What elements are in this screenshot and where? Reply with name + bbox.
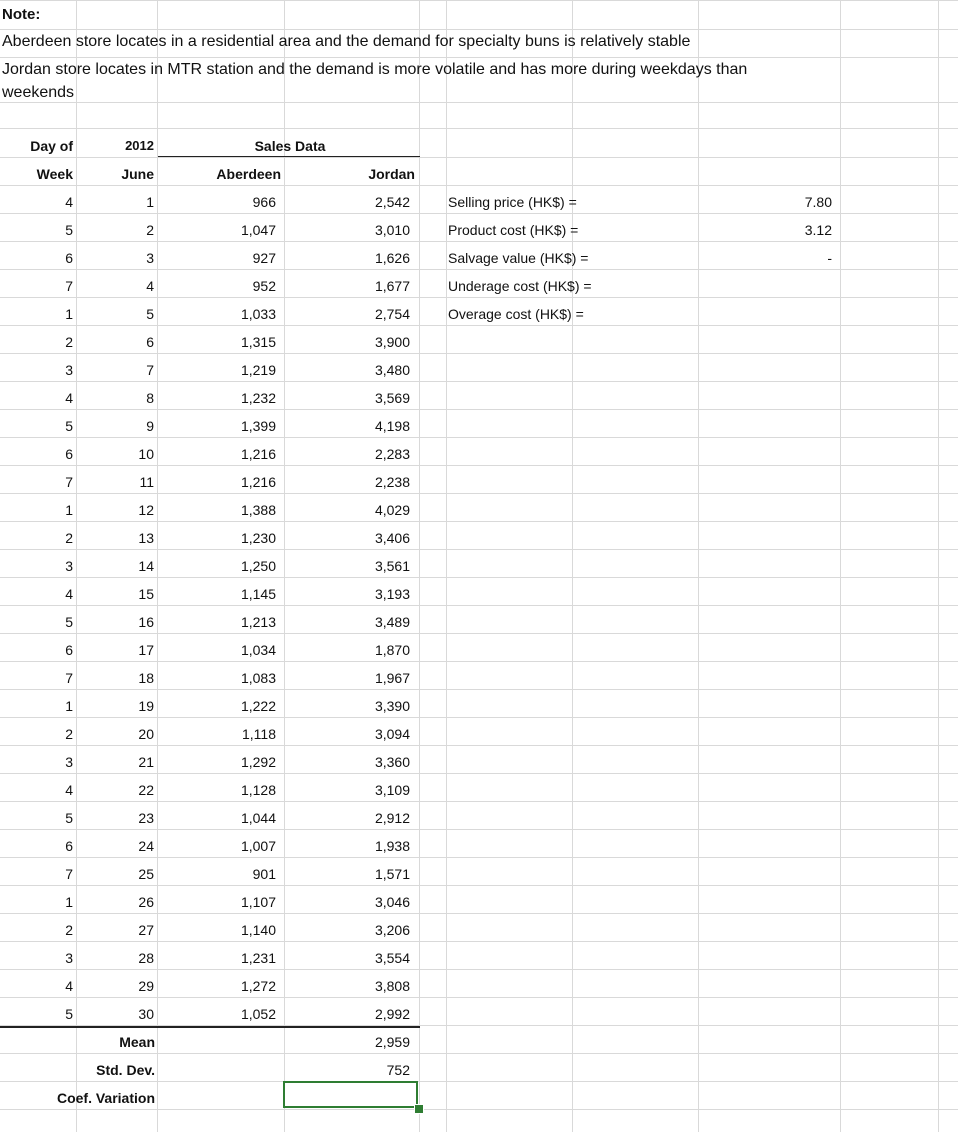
- stat-label: Std. Dev.: [96, 1062, 155, 1078]
- cell-day-of-week: 5: [65, 614, 73, 630]
- cell-day-of-week: 5: [65, 222, 73, 238]
- cell-day-of-week: 1: [65, 894, 73, 910]
- cell-aberdeen-sales: 1,250: [240, 558, 276, 574]
- header-jordan: Jordan: [368, 166, 415, 182]
- header-sales-data: Sales Data: [254, 138, 326, 154]
- cell-aberdeen-sales: 1,213: [240, 614, 276, 630]
- cell-jordan-sales: 2,542: [374, 194, 410, 210]
- grid-row-line: [0, 128, 958, 129]
- cell-jordan-sales: 1,626: [374, 250, 410, 266]
- header-year: 2012: [125, 138, 154, 153]
- grid-row-line: [0, 997, 958, 998]
- cell-jordan-sales: 2,238: [374, 474, 410, 490]
- cell-june-day: 10: [138, 446, 154, 462]
- cell-aberdeen-sales: 1,047: [240, 222, 276, 238]
- param-value: 3.12: [804, 222, 832, 238]
- cell-june-day: 21: [138, 754, 154, 770]
- cell-june-day: 4: [146, 278, 154, 294]
- cell-jordan-sales: 3,406: [374, 530, 410, 546]
- grid-row-line: [0, 885, 958, 886]
- cell-day-of-week: 4: [65, 978, 73, 994]
- cell-aberdeen-sales: 927: [252, 250, 276, 266]
- param-value: 7.80: [804, 194, 832, 210]
- cell-aberdeen-sales: 1,216: [240, 446, 276, 462]
- cell-june-day: 19: [138, 698, 154, 714]
- cell-aberdeen-sales: 1,222: [240, 698, 276, 714]
- cell-jordan-sales: 3,046: [374, 894, 410, 910]
- grid-row-line: [0, 801, 958, 802]
- header-day-of: Day of: [30, 138, 73, 154]
- stat-aberdeen: [160, 1088, 276, 1108]
- cell-aberdeen-sales: 966: [252, 194, 276, 210]
- grid-col-line: [419, 0, 420, 1132]
- grid-col-line: [284, 0, 285, 1132]
- cell-jordan-sales: 2,912: [374, 810, 410, 826]
- cell-aberdeen-sales: 1,219: [240, 362, 276, 378]
- cell-day-of-week: 3: [65, 950, 73, 966]
- grid-row-line: [0, 829, 958, 830]
- cell-day-of-week: 6: [65, 250, 73, 266]
- cell-aberdeen-sales: 1,083: [240, 670, 276, 686]
- cell-jordan-sales: 2,992: [374, 1006, 410, 1022]
- cell-june-day: 5: [146, 306, 154, 322]
- cell-day-of-week: 2: [65, 334, 73, 350]
- cell-aberdeen-sales: 1,231: [240, 950, 276, 966]
- grid-row-line: [0, 0, 958, 1]
- cell-jordan-sales: 3,094: [374, 726, 410, 742]
- cell-june-day: 7: [146, 362, 154, 378]
- cell-jordan-sales: 3,569: [374, 390, 410, 406]
- grid-row-line: [0, 381, 958, 382]
- grid-row-line: [0, 353, 958, 354]
- cell-aberdeen-sales: 1,128: [240, 782, 276, 798]
- sales-data-underline: [158, 156, 420, 157]
- cell-aberdeen-sales: 1,034: [240, 642, 276, 658]
- cell-day-of-week: 5: [65, 1006, 73, 1022]
- cell-aberdeen-sales: 1,007: [240, 838, 276, 854]
- cell-day-of-week: 2: [65, 922, 73, 938]
- param-value: -: [827, 250, 832, 266]
- cell-jordan-sales: 2,754: [374, 306, 410, 322]
- grid-row-line: [0, 633, 958, 634]
- cell-june-day: 29: [138, 978, 154, 994]
- grid-row-line: [0, 661, 958, 662]
- cell-day-of-week: 5: [65, 418, 73, 434]
- cell-jordan-sales: 3,900: [374, 334, 410, 350]
- grid-row-line: [0, 102, 958, 103]
- param-value: [700, 276, 832, 296]
- cell-june-day: 24: [138, 838, 154, 854]
- cell-june-day: 2: [146, 222, 154, 238]
- grid-row-line: [0, 605, 958, 606]
- grid-row-line: [0, 969, 958, 970]
- cell-day-of-week: 3: [65, 558, 73, 574]
- cell-aberdeen-sales: 1,118: [242, 726, 276, 742]
- cell-jordan-sales: 2,283: [374, 446, 410, 462]
- grid-row-line: [0, 941, 958, 942]
- cell-aberdeen-sales: 1,052: [240, 1006, 276, 1022]
- cell-day-of-week: 2: [65, 530, 73, 546]
- cell-june-day: 9: [146, 418, 154, 434]
- grid-col-line: [698, 0, 699, 1132]
- grid-row-line: [0, 269, 958, 270]
- grid-col-line: [572, 0, 573, 1132]
- cell-day-of-week: 7: [65, 474, 73, 490]
- cell-day-of-week: 6: [65, 642, 73, 658]
- param-label: Salvage value (HK$) =: [448, 250, 589, 266]
- stat-label: Coef. Variation: [56, 1090, 155, 1106]
- cell-june-day: 27: [138, 922, 154, 938]
- cell-jordan-sales: 4,029: [374, 502, 410, 518]
- cell-aberdeen-sales: 1,044: [240, 810, 276, 826]
- cell-june-day: 15: [138, 586, 154, 602]
- grid-row-line: [0, 297, 958, 298]
- stat-label: Mean: [119, 1034, 155, 1050]
- param-label: Selling price (HK$) =: [448, 194, 577, 210]
- cell-june-day: 13: [138, 530, 154, 546]
- cell-day-of-week: 6: [65, 446, 73, 462]
- stat-jordan: 752: [386, 1062, 410, 1078]
- cell-jordan-sales: 3,360: [374, 754, 410, 770]
- grid-row-line: [0, 689, 958, 690]
- cell-aberdeen-sales: 1,399: [240, 418, 276, 434]
- cell-june-day: 8: [146, 390, 154, 406]
- grid-row-line: [0, 157, 958, 158]
- cell-june-day: 28: [138, 950, 154, 966]
- grid-row-line: [0, 493, 958, 494]
- cell-june-day: 23: [138, 810, 154, 826]
- param-label: Overage cost (HK$) =: [448, 306, 584, 322]
- note-aberdeen: Aberdeen store locates in a residential area and the demand for specialty buns is relatively stable: [2, 33, 691, 50]
- grid-row-line: [0, 1109, 958, 1110]
- stat-aberdeen: [160, 1060, 276, 1080]
- param-value: [700, 304, 832, 324]
- cell-june-day: 17: [138, 642, 154, 658]
- grid-row-line: [0, 577, 958, 578]
- grid-row-line: [0, 409, 958, 410]
- cell-june-day: 12: [138, 502, 154, 518]
- grid-row-line: [0, 745, 958, 746]
- cell-aberdeen-sales: 1,272: [240, 978, 276, 994]
- fill-handle[interactable]: [414, 1104, 424, 1114]
- grid-row-line: [0, 913, 958, 914]
- grid-row-line: [0, 521, 958, 522]
- param-label: Product cost (HK$) =: [448, 222, 579, 238]
- cell-jordan-sales: 1,571: [374, 866, 410, 882]
- grid-row-line: [0, 549, 958, 550]
- cell-jordan-sales: 3,480: [374, 362, 410, 378]
- cell-aberdeen-sales: 1,107: [240, 894, 276, 910]
- cell-aberdeen-sales: 901: [252, 866, 276, 882]
- grid-col-line: [938, 0, 939, 1132]
- cell-june-day: 1: [146, 194, 154, 210]
- cell-day-of-week: 5: [65, 810, 73, 826]
- cell-jordan-sales: 3,808: [374, 978, 410, 994]
- cell-jordan-sales: 3,206: [374, 922, 410, 938]
- cell-jordan-sales: 3,109: [374, 782, 410, 798]
- cell-jordan-sales: 1,677: [374, 278, 410, 294]
- cell-aberdeen-sales: 1,315: [240, 334, 276, 350]
- cell-day-of-week: 4: [65, 586, 73, 602]
- cell-jordan-sales: 3,554: [374, 950, 410, 966]
- stat-jordan: 2,959: [374, 1034, 410, 1050]
- cell-june-day: 14: [138, 558, 154, 574]
- cell-aberdeen-sales: 1,216: [240, 474, 276, 490]
- cell-jordan-sales: 1,870: [374, 642, 410, 658]
- cell-day-of-week: 1: [65, 306, 73, 322]
- grid-row-line: [0, 717, 958, 718]
- cell-june-day: 18: [138, 670, 154, 686]
- grid-col-line: [157, 0, 158, 1132]
- cell-jordan-sales: 3,193: [374, 586, 410, 602]
- param-label: Underage cost (HK$) =: [448, 278, 592, 294]
- cell-june-day: 6: [146, 334, 154, 350]
- grid-row-line: [0, 1081, 958, 1082]
- cell-day-of-week: 7: [65, 278, 73, 294]
- cell-june-day: 3: [146, 250, 154, 266]
- cell-day-of-week: 3: [65, 362, 73, 378]
- cell-june-day: 30: [138, 1006, 154, 1022]
- cell-june-day: 26: [138, 894, 154, 910]
- cell-aberdeen-sales: 1,033: [240, 306, 276, 322]
- grid-row-line: [0, 241, 958, 242]
- grid-row-line: [0, 773, 958, 774]
- header-aberdeen: Aberdeen: [216, 166, 281, 182]
- cell-june-day: 16: [138, 614, 154, 630]
- grid-col-line: [446, 0, 447, 1132]
- cell-aberdeen-sales: 952: [252, 278, 276, 294]
- cell-jordan-sales: 3,489: [374, 614, 410, 630]
- cell-day-of-week: 1: [65, 698, 73, 714]
- note-jordan: Jordan store locates in MTR station and the demand is more volatile and has more during weekdays than: [2, 61, 748, 78]
- cell-june-day: 20: [138, 726, 154, 742]
- cell-day-of-week: 3: [65, 754, 73, 770]
- note-title: Note:: [2, 6, 41, 23]
- cell-june-day: 11: [139, 474, 154, 490]
- header-week: Week: [36, 166, 73, 182]
- cell-aberdeen-sales: 1,230: [240, 530, 276, 546]
- cell-day-of-week: 7: [65, 866, 73, 882]
- cell-day-of-week: 6: [65, 838, 73, 854]
- cell-aberdeen-sales: 1,140: [240, 922, 276, 938]
- cell-jordan-sales: 4,198: [374, 418, 410, 434]
- grid-col-line: [76, 0, 77, 1132]
- header-month: June: [121, 166, 154, 182]
- note-jordan-cont: weekends: [2, 84, 75, 101]
- grid-row-line: [0, 325, 958, 326]
- cell-aberdeen-sales: 1,145: [240, 586, 276, 602]
- cell-day-of-week: 4: [65, 390, 73, 406]
- grid-row-line: [0, 185, 958, 186]
- grid-row-line: [0, 213, 958, 214]
- cell-day-of-week: 1: [65, 502, 73, 518]
- active-cell-selection[interactable]: [283, 1081, 418, 1108]
- cell-jordan-sales: 1,938: [374, 838, 410, 854]
- grid-row-line: [0, 465, 958, 466]
- grid-col-line: [840, 0, 841, 1132]
- grid-row-line: [0, 437, 958, 438]
- cell-aberdeen-sales: 1,292: [240, 754, 276, 770]
- cell-aberdeen-sales: 1,388: [240, 502, 276, 518]
- cell-day-of-week: 7: [65, 670, 73, 686]
- stat-aberdeen: [160, 1032, 276, 1052]
- cell-day-of-week: 4: [65, 194, 73, 210]
- totals-border: [0, 1026, 420, 1028]
- grid-row-line: [0, 57, 958, 58]
- cell-aberdeen-sales: 1,232: [240, 390, 276, 406]
- cell-day-of-week: 2: [65, 726, 73, 742]
- cell-june-day: 25: [138, 866, 154, 882]
- cell-jordan-sales: 3,010: [374, 222, 410, 238]
- grid-row-line: [0, 1053, 958, 1054]
- cell-jordan-sales: 3,390: [374, 698, 410, 714]
- cell-jordan-sales: 1,967: [374, 670, 410, 686]
- cell-day-of-week: 4: [65, 782, 73, 798]
- grid-row-line: [0, 857, 958, 858]
- grid-row-line: [0, 29, 958, 30]
- cell-june-day: 22: [138, 782, 154, 798]
- cell-jordan-sales: 3,561: [374, 558, 410, 574]
